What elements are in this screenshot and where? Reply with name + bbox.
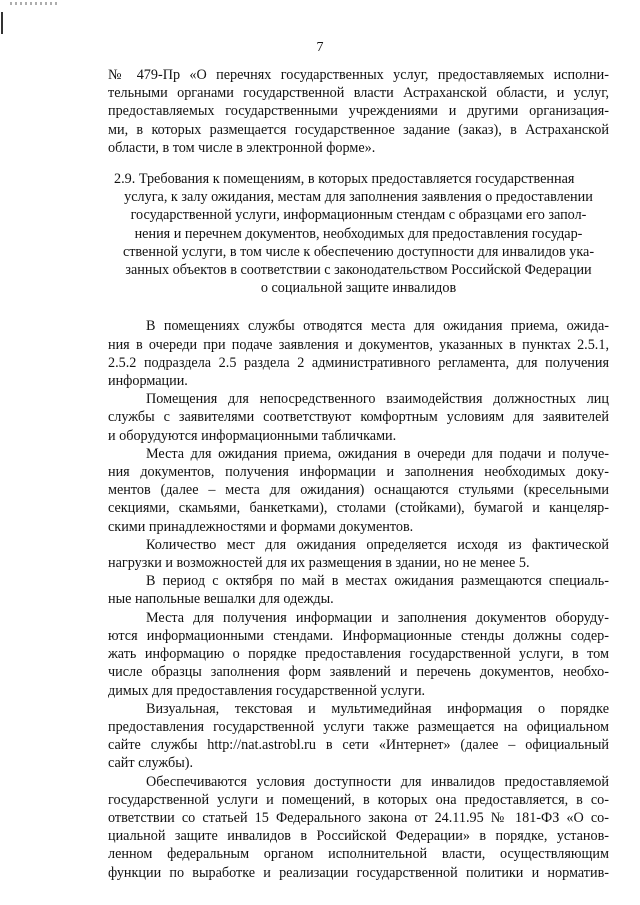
spacer	[108, 297, 609, 317]
text-line: Количество мест для ожидания определяется исходя из фактической	[146, 536, 609, 553]
text-line: сайте службы http://nat.astrobl.ru в сети «Интернет» (далее – официальный	[108, 737, 609, 754]
text-line: государственной услуги, информационным стендам с образцами его запол-	[130, 207, 587, 224]
section-paragraphs	[108, 317, 609, 881]
intro-paragraph	[108, 66, 609, 157]
page-number: 7	[316, 40, 324, 55]
text-line: ные напольные вешалки для одежды.	[108, 591, 334, 608]
text-line: функции по выработке и реализации государственной политики и норматив-	[108, 864, 609, 881]
text-line: ния в очереди при подаче заявления и документов, указанных в пунктах 2.5.1,	[108, 336, 609, 353]
paragraph	[108, 773, 609, 882]
text-line: ственной услуги, в том числе к обеспечению доступности для инвалидов ука-	[122, 243, 595, 260]
text-line: В помещениях службы отводятся места для ожидания приема, ожида-	[146, 318, 609, 335]
text-line: ленном федеральным органом исполнительной власти, осуществляющим	[108, 846, 609, 863]
text-line: области, в том числе в электронной форме».	[108, 139, 376, 156]
paragraph	[108, 609, 609, 700]
paragraph	[108, 317, 609, 390]
paragraph	[108, 536, 609, 572]
text-line: димых для предоставления государственной услуги.	[108, 682, 426, 699]
text-line: занных объектов в соответствии с законодательством Российской Федерации	[125, 262, 592, 279]
text-line: ются информационными стендами. Информационные стенды должны содер-	[108, 627, 609, 644]
text-line: Помещения для непосредственного взаимодействия должностных лиц	[146, 391, 609, 408]
text-line: № 479-Пр «О перечнях государственных услуг, предоставляемых исполни-	[108, 67, 609, 83]
text-line: 2.5.2 подраздела 2.5 раздела 2 административного регламента, для получения	[108, 354, 609, 371]
text-line: нагрузки и возможностей для их размещения в здании, но не менее 5.	[108, 555, 530, 572]
scan-artifact	[10, 2, 60, 5]
spacer	[108, 157, 609, 170]
text-line: государственной услуги и помещений, в которых она предоставляется, в со-	[108, 791, 609, 808]
text-line: предоставления государственной услуги также размещается на официальном	[108, 718, 609, 735]
text-line: Места для ожидания приема, ожидания в очереди для подачи и получе-	[146, 445, 609, 462]
text-line: ответствии со статьей 15 Федерального закона от 24.11.95 № 181-ФЗ «О со-	[108, 809, 609, 826]
text-line: циальной защите инвалидов в Российской Федерации» в порядке, установ-	[108, 828, 609, 845]
text-line: предоставляемых государственными учреждениями и другими организация-	[108, 103, 609, 120]
text-line: тельными органами государственной власти Астраханской области, и услуг,	[108, 85, 609, 102]
text-line: о социальной защите инвалидов	[260, 280, 457, 297]
section-heading	[108, 170, 609, 297]
text-line: секциями, скамьями, банкетками), столами (стойками), бумагой и канцеляр-	[108, 500, 609, 517]
text-line: числе образцы заполнения форм заявлений и перечень документов, необхо-	[108, 664, 609, 681]
text-line: услуга, к залу ожидания, местам для заполнения заявления о предоставлении	[124, 189, 593, 206]
text-line: сайт службы).	[108, 755, 194, 772]
paragraph	[108, 390, 609, 445]
text-line: Визуальная, текстовая и мультимедийная информация о порядке	[146, 700, 609, 717]
text-line: и оборудуются информационными табличками.	[108, 427, 397, 444]
text-line: 2.9. Требования к помещениям, в которых предоставляется государственная	[114, 171, 575, 188]
text-line: скими принадлежностями и формами документов.	[108, 518, 414, 535]
text-line: ментов (далее – места для ожидания) оснащаются стульями (кресельными	[108, 482, 609, 499]
paragraph	[108, 572, 609, 608]
text-line: В период с октября по май в местах ожидания размещаются специаль-	[146, 573, 609, 590]
paragraph	[108, 445, 609, 536]
text-line: нения и перечнем документов, необходимых для предоставления государ-	[134, 225, 583, 242]
document-body	[108, 66, 609, 882]
text-line: ми, в которых размещается государственное задание (заказ), в Астраханской	[108, 121, 609, 138]
paragraph	[108, 700, 609, 773]
text-line: Обеспечиваются условия доступности для инвалидов предоставляемой	[146, 773, 609, 790]
text-line: ния документов, получения информации и заполнения необходимых доку-	[108, 464, 609, 481]
text-line: информации.	[108, 373, 188, 390]
margin-mark	[1, 12, 3, 34]
text-line: Места для получения информации и заполнения документов оборуду-	[146, 609, 609, 626]
text-line: службы с заявителями соответствуют комфортным условиям для заявителей	[108, 409, 609, 426]
text-line: жать информацию о порядке предоставления государственной услуги, в том	[108, 646, 609, 663]
